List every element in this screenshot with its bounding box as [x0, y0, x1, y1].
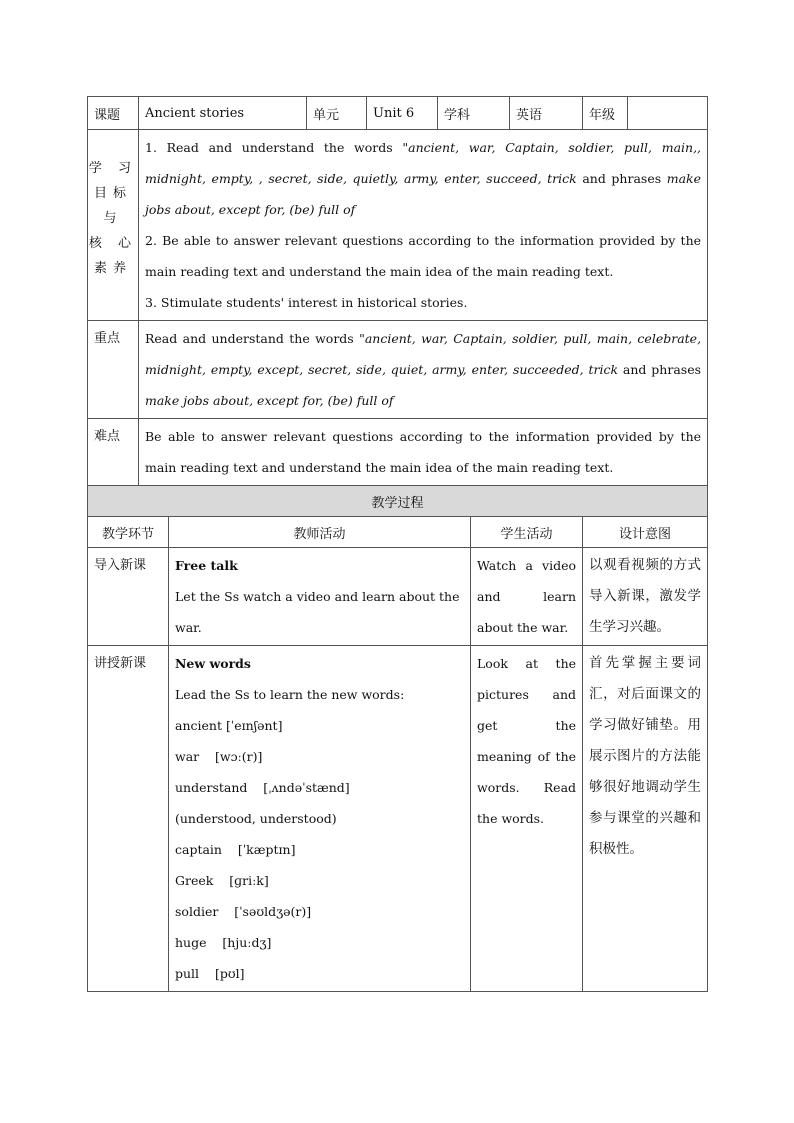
teacher-activity-cell [169, 646, 471, 992]
column-header-stage: 教学环节 [88, 517, 169, 548]
objectives-content [139, 130, 708, 321]
grade-label: 年级 [583, 97, 628, 130]
key-points-content: Read and understand the words "ancient, war, Captain, soldier, pull, main, celebrate, midnight, empty, except, secret, side, quiet, army, enter, succeeded, trick and phrases make jobs about, except for, (be) full of [139, 321, 708, 419]
key-phrases: make jobs about, except for, (be) full of [145, 393, 394, 408]
vocab-item: soldier [ˈsəʊldʒə(r)] [175, 904, 312, 919]
objectives-label-line: 与 [103, 211, 123, 226]
objectives-label-line: 目标 [93, 186, 132, 201]
subject-label: 学科 [438, 97, 510, 130]
process-row-leadin [88, 548, 708, 646]
objectives-row [88, 130, 708, 321]
process-title-row [88, 486, 708, 517]
subject-value: 英语 [510, 97, 583, 130]
teacher-activity-cell [169, 548, 471, 646]
key-points-row [88, 321, 708, 419]
unit-value: Unit 6 [367, 97, 438, 130]
vocab-item: war [wɔː(r)] [175, 749, 263, 764]
teacher-activity-line: Lead the Ss to learn the new words: [175, 687, 405, 702]
vocab-item: captain [ˈkæptɪn] [175, 842, 296, 857]
objectives-label [88, 130, 139, 321]
objectives-label-line: 素养 [93, 261, 132, 276]
vocab-item: (understood, understood) [175, 811, 337, 826]
key-points-label: 重点 [88, 321, 139, 419]
teacher-activity-line: Let the Ss watch a video and learn about the war. [175, 589, 460, 635]
process-title: 教学过程 [88, 486, 708, 517]
design-intent-cell: 首先掌握主要词汇，对后面课文的学习做好铺垫。用展示图片的方法能够很好地调动学生参与课堂的兴趣和积极性。 [583, 646, 708, 992]
teacher-activity-heading: New words [175, 656, 251, 671]
objective-item-3: 3. Stimulate students' interest in historical stories. [145, 295, 468, 310]
vocab-item: understand [ˌʌndəˈstænd] [175, 780, 350, 795]
key-words: ancient, war, Captain, soldier, pull, main, celebrate, midnight, empty, except, secret, side, quiet, army, enter, succeeded, trick [145, 331, 702, 377]
column-header-design: 设计意图 [583, 517, 708, 548]
objectives-label-line: 核 心 [88, 236, 138, 251]
header-row [88, 97, 708, 130]
stage-cell: 讲授新课 [88, 646, 169, 992]
objective-item-1: 1. Read and understand the words "ancient, war, Captain, soldier, pull, main,, midnight, empty, , secret, side, quietly, army, enter, succeed, trick and phrases make jobs about, except for, (be) full of [145, 140, 702, 217]
difficult-points-row [88, 419, 708, 486]
unit-label: 单元 [307, 97, 367, 130]
column-header-teacher: 教师活动 [169, 517, 471, 548]
column-header-student: 学生活动 [471, 517, 583, 548]
objective-words: ancient, war, Captain, soldier, pull, main,, midnight, empty, , secret, side, quietly, army, enter, succeed, trick [145, 140, 702, 186]
lesson-plan-page [87, 96, 707, 992]
vocab-item: huge [hjuːdʒ] [175, 935, 272, 950]
grade-value [628, 97, 708, 130]
vocab-item: pull [pʊl] [175, 966, 245, 981]
topic-label: 课题 [88, 97, 139, 130]
difficult-points-content: Be able to answer relevant questions according to the information provided by the main reading text and understand the main idea of the main reading text. [139, 419, 708, 486]
objectives-label-line: 学 习 [88, 161, 138, 176]
process-row-new-lesson [88, 646, 708, 992]
difficult-points-label: 难点 [88, 419, 139, 486]
student-activity-cell: Watch a video and learn about the war. [471, 548, 583, 646]
vocab-item: ancient [ˈeɪnʃənt] [175, 718, 283, 733]
stage-cell: 导入新课 [88, 548, 169, 646]
teacher-activity-heading: Free talk [175, 558, 238, 573]
student-activity-cell: Look at the pictures and get the meaning of the words. Read the words. [471, 646, 583, 992]
topic-value: Ancient stories [139, 97, 307, 130]
design-intent-cell: 以观看视频的方式导入新课，激发学生学习兴趣。 [583, 548, 708, 646]
process-column-headers [88, 517, 708, 548]
objective-item-2: 2. Be able to answer relevant questions according to the information provided by the main reading text and understand the main idea of the main reading text. [145, 233, 702, 279]
vocab-item: Greek [ɡriːk] [175, 873, 269, 888]
objective-phrases: make jobs about, except for, (be) full of [145, 171, 702, 217]
lesson-plan-table [87, 96, 708, 992]
